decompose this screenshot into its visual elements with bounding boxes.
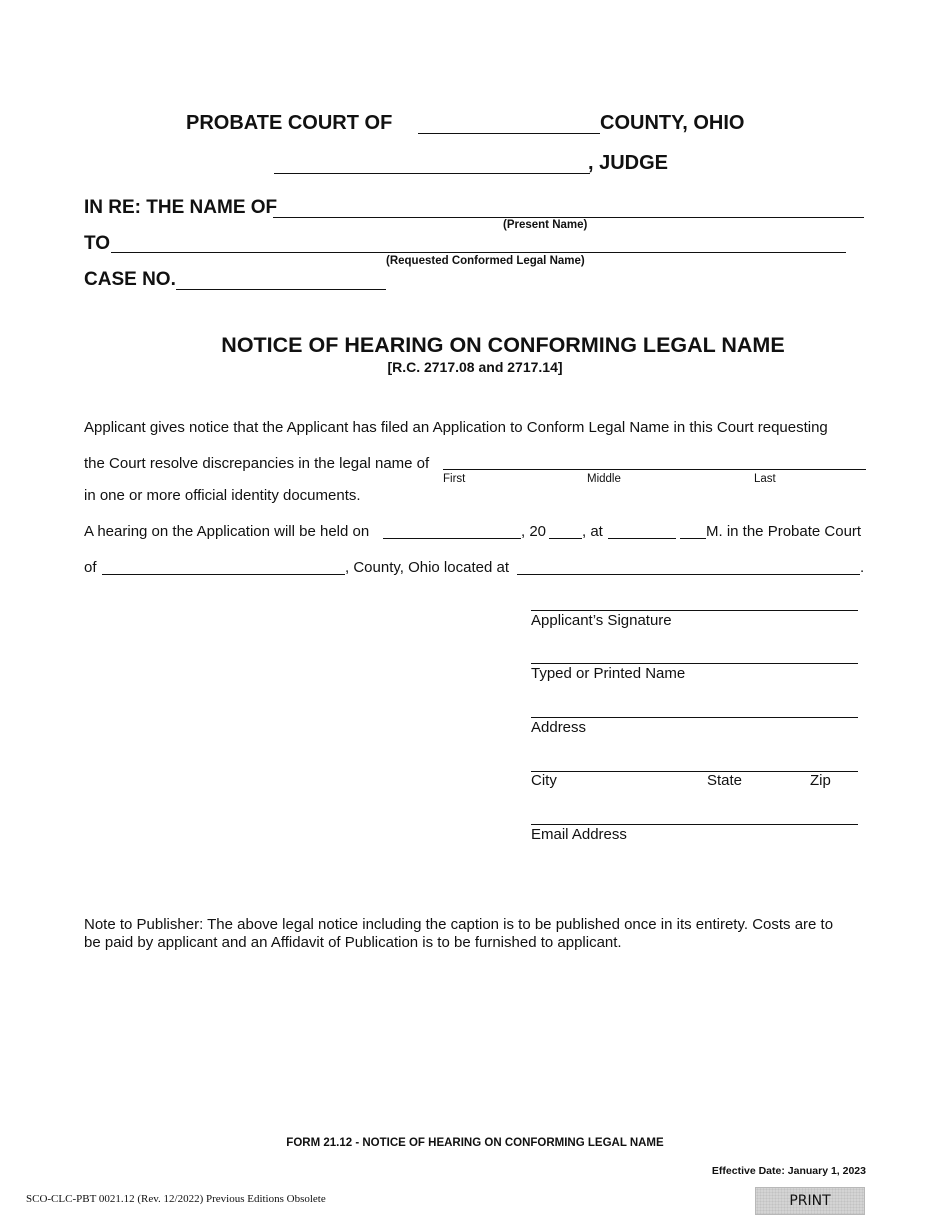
county-name-blank[interactable]: [102, 574, 345, 575]
typed-name-label: Typed or Printed Name: [531, 665, 686, 682]
paragraph-line-3: in one or more official identity documents.: [84, 487, 361, 504]
statute-reference: [R.C. 2717.08 and 2717.14]: [387, 359, 563, 375]
address-line[interactable]: [531, 717, 858, 718]
paragraph-line-1: Applicant gives notice that the Applicant has filed an Application to Conform Legal Name in this Court requesting: [84, 419, 828, 436]
state-label: State: [707, 772, 743, 789]
typed-name-line[interactable]: [531, 663, 858, 664]
judge-name-blank[interactable]: [274, 173, 590, 174]
of-label: of: [84, 559, 97, 576]
hearing-date-blank[interactable]: [383, 538, 521, 539]
court-suffix: COUNTY, OHIO: [600, 112, 745, 134]
court-location-blank[interactable]: [517, 574, 860, 575]
city-state-zip-line[interactable]: [531, 771, 858, 772]
last-name-caption: Last: [754, 473, 776, 485]
county-located-label: , County, Ohio located at: [345, 559, 509, 576]
hearing-ampm-blank[interactable]: [680, 538, 706, 539]
note-line-2: be paid by applicant and an Affidavit of Publication is to be furnished to applicant.: [84, 934, 622, 951]
hearing-suffix: M. in the Probate Court: [706, 523, 862, 540]
city-label: City: [531, 772, 557, 789]
in-re-label: IN RE: THE NAME OF: [84, 197, 278, 218]
zip-label: Zip: [810, 772, 831, 789]
paragraph-line-2: the Court resolve discrepancies in the legal name of: [84, 455, 430, 472]
present-name-caption: (Present Name): [503, 219, 588, 231]
effective-date: Effective Date: January 1, 2023: [711, 1165, 866, 1177]
email-line[interactable]: [531, 824, 858, 825]
case-no-blank[interactable]: [176, 289, 386, 290]
print-button[interactable]: PRINT: [755, 1187, 865, 1215]
note-line-1: Note to Publisher: The above legal notice including the caption is to be published once in its entirety. Costs are to: [84, 916, 834, 933]
address-label: Address: [531, 719, 587, 736]
footer-form-title: FORM 21.12 - NOTICE OF HEARING ON CONFORMING LEGAL NAME: [286, 1137, 664, 1149]
legal-name-blank[interactable]: [443, 469, 866, 470]
applicant-signature-line[interactable]: [531, 610, 858, 611]
court-prefix: PROBATE COURT OF: [186, 112, 393, 134]
judge-suffix: , JUDGE: [588, 152, 669, 174]
requested-name-caption: (Requested Conformed Legal Name): [386, 255, 585, 267]
hearing-prefix: A hearing on the Application will be held on: [84, 523, 370, 540]
middle-name-caption: Middle: [587, 473, 621, 485]
to-label: TO: [84, 233, 111, 254]
hearing-at: , at: [582, 523, 603, 540]
applicant-signature-label: Applicant’s Signature: [531, 612, 672, 629]
hearing-year-blank[interactable]: [549, 538, 582, 539]
period: .: [860, 559, 865, 576]
county-blank[interactable]: [418, 133, 600, 134]
hearing-year-prefix: , 20: [521, 523, 547, 540]
email-label: Email Address: [531, 826, 627, 843]
first-name-caption: First: [443, 473, 466, 485]
document-title: NOTICE OF HEARING ON CONFORMING LEGAL NAME: [221, 333, 785, 357]
hearing-time-blank[interactable]: [608, 538, 676, 539]
requested-name-blank[interactable]: [111, 252, 846, 253]
form-code: SCO-CLC-PBT 0021.12 (Rev. 12/2022) Previous Editions Obsolete: [26, 1193, 326, 1205]
case-no-label: CASE NO.: [84, 269, 176, 290]
present-name-blank[interactable]: [273, 217, 864, 218]
